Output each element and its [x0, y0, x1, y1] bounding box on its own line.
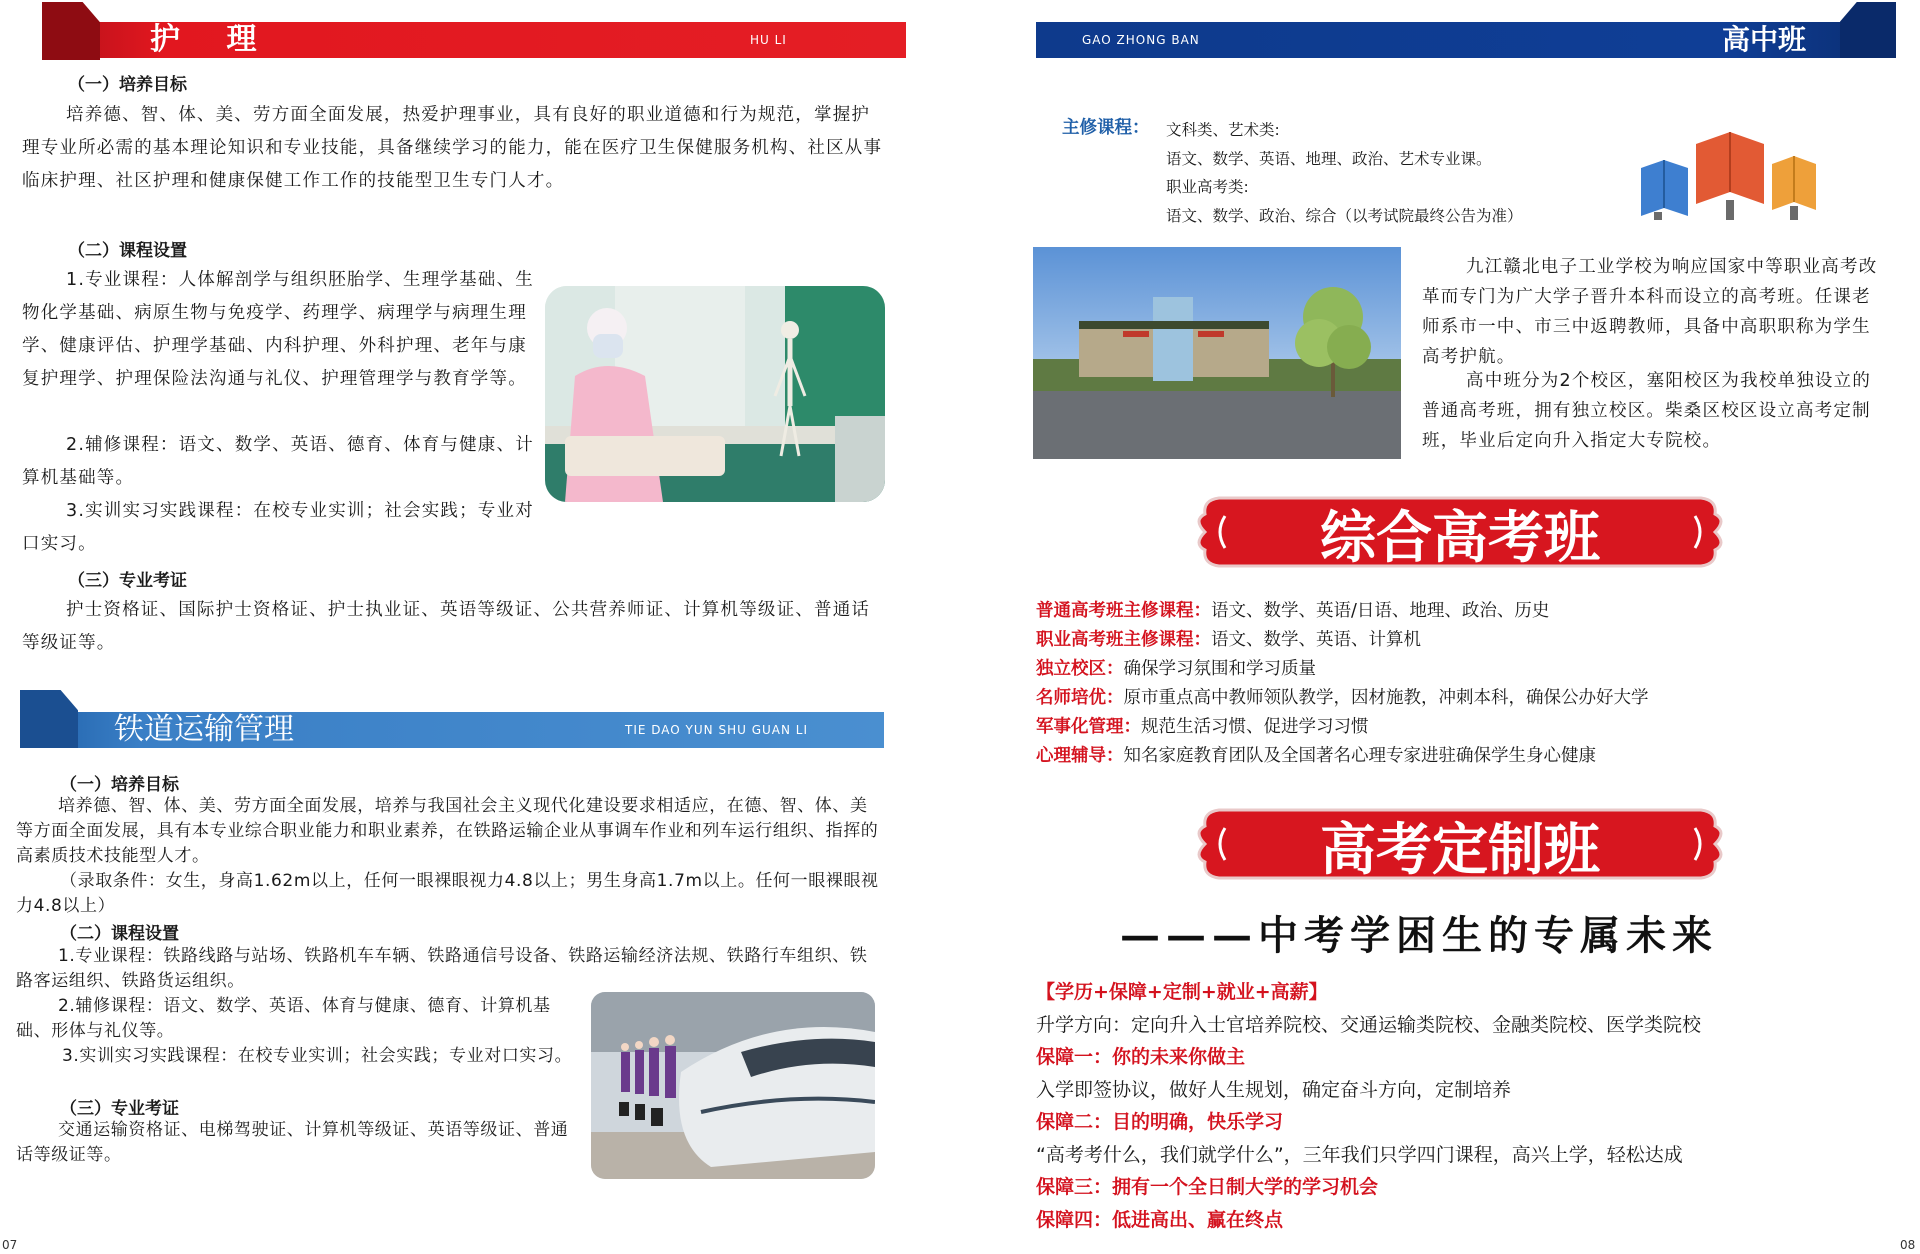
books-illustration-icon — [1636, 124, 1840, 220]
school-campus-photo — [1033, 247, 1401, 459]
courses-line4: 语文、数学、政治、综合（以考试院最终公告为准） — [1166, 206, 1523, 225]
feature-value: 确保学习氛围和学习质量 — [1123, 659, 1316, 679]
feature-value: 语文、数学、英语/日语、地理、政治、历史 — [1211, 601, 1550, 621]
feature-item-independent-campus — [1036, 655, 1896, 684]
courses-line1: 文科类、艺术类: — [1166, 121, 1280, 139]
feature-item-famous-teachers — [1036, 684, 1896, 713]
railway-s2-heading: （二）课程设置 — [60, 924, 179, 944]
guarantee-2-text: “高考考什么，我们就学什么”，三年我们只学四门课程，高兴上学，轻松达成 — [1036, 1143, 1683, 1166]
tagline: 【学历+保障+定制+就业+高薪】 — [1036, 981, 1328, 1003]
banner-custom-gaokao-title: 高考定制班 — [1320, 817, 1600, 883]
railway-s2-item3: 3.实训实习实践课程：在校专业实训；社会实践；专业对口实习。 — [62, 1046, 573, 1066]
railway-s1-heading: （一）培养目标 — [60, 775, 179, 795]
nursing-pinyin: HU LI — [750, 33, 787, 47]
feature-key: 心理辅导： — [1036, 746, 1124, 766]
railway-s2-item1: 1.专业课程：铁路线路与站场、铁路机车车辆、铁路通信号设备、铁路运输经济法规、铁路行车组织、铁路客运组织、铁路货运组织。 — [16, 946, 868, 991]
custom-class-details — [1036, 976, 1896, 1236]
railway-pinyin: TIE DAO YUN SHU GUAN LI — [625, 723, 809, 737]
nursing-photo-illustration — [545, 286, 885, 502]
railway-s3-heading: （三）专业考证 — [60, 1099, 179, 1119]
nursing-s2-heading: （二）课程设置 — [68, 241, 187, 261]
guarantee-4-title: 保障四：低进高出、赢在终点 — [1036, 1208, 1284, 1231]
railway-s1-note: （录取条件：女生，身高1.62m以上，任何一眼裸眼视力4.8以上；男生身高1.7m以上。任何一眼裸眼视力4.8以上） — [16, 871, 879, 916]
feature-value: 语文、数学、英语、计算机 — [1211, 630, 1421, 650]
nursing-s2-item1: 1.专业课程：人体解剖学与组织胚胎学、生理学基础、生物化学基础、病原生物与免疫学、药理学、病理学与病理生理学、健康评估、护理学基础、内科护理、外科护理、老年与康复护理学、护理保险法沟通与礼仪、护理管理学与教育学等。 — [22, 270, 534, 389]
features-list — [1036, 597, 1896, 771]
courses-line3: 职业高考类: — [1166, 178, 1249, 196]
railway-s2-item2: 2.辅修课程：语文、数学、英语、体育与健康、德育、计算机基础、形体与礼仪等。 — [16, 996, 551, 1041]
feature-value: 规范生活习惯、促进学习习惯 — [1141, 717, 1369, 737]
feature-value: 知名家庭教育团队及全国著名心理专家进驻确保学生身心健康 — [1123, 746, 1596, 766]
guarantee-2-title: 保障二：目的明确，快乐学习 — [1036, 1111, 1284, 1133]
highschool-header-corner — [1840, 2, 1896, 58]
nursing-s2-item3: 3.实训实习实践课程：在校专业实训；社会实践；专业对口实习。 — [22, 501, 534, 554]
banner-comprehensive-gaokao-title: 综合高考班 — [1320, 505, 1600, 571]
right-page-number: 08 — [1900, 1238, 1916, 1252]
feature-key: 军事化管理： — [1036, 717, 1141, 737]
nursing-header-corner — [42, 2, 100, 60]
guarantee-3-title: 保障三：拥有一个全日制大学的学习机会 — [1036, 1176, 1379, 1198]
feature-key: 职业高考班主修课程： — [1036, 630, 1211, 650]
feature-key: 独立校区： — [1036, 659, 1124, 679]
intro-paragraph-2: 高中班分为2个校区，塞阳校区为我校单独设立的普通高考班，拥有独立校区。柴桑区校区设立高考定制班，毕业后定向升入指定大专院校。 — [1422, 371, 1872, 451]
railway-s1-text: 培养德、智、体、美、劳方面全面发展，培养与我国社会主义现代化建设要求相适应，在德、智、体、美等方面全面发展，具有本专业综合职业能力和职业素养，在铁路运输企业从事调车作业和列车运行组织、指挥的高素质技术技能型人才。 — [16, 796, 879, 866]
feature-item-vocational-courses — [1036, 626, 1896, 655]
banner-custom-gaokao — [1195, 802, 1725, 886]
banner-comprehensive-gaokao — [1195, 490, 1725, 574]
highschool-pinyin: GAO ZHONG BAN — [1082, 33, 1200, 47]
guarantee-1-text: 入学即签协议，做好人生规划，确定奋斗方向，定制培养 — [1036, 1078, 1512, 1101]
railway-header-corner — [20, 690, 78, 748]
direction: 升学方向：定向升入士官培养院校、交通运输类院校、金融类院校、医学类院校 — [1036, 1013, 1702, 1036]
nursing-s1-heading: （一）培养目标 — [68, 75, 187, 95]
left-page-number: 07 — [2, 1238, 18, 1252]
nursing-photo — [545, 286, 885, 502]
intro-paragraph-1: 九江赣北电子工业学校为响应国家中等职业高考改革而专门为广大学子晋升本科而设立的高考班。任课老师系市一中、市三中返聘教师，具备中高职职称为学生高考护航。 — [1422, 257, 1878, 367]
railway-s3-text: 交通运输资格证、电梯驾驶证、计算机等级证、英语等级证、普通话等级证等。 — [16, 1120, 569, 1165]
guarantee-1-title: 保障一：你的未来你做主 — [1036, 1046, 1246, 1068]
courses-line2: 语文、数学、英语、地理、政治、艺术专业课。 — [1166, 149, 1492, 168]
feature-value: 原市重点高中教师领队教学，因材施教，冲刺本科，确保公办好大学 — [1123, 688, 1649, 708]
nursing-s3-text: 护士资格证、国际护士资格证、护士执业证、英语等级证、公共营养师证、计算机等级证、普通话等级证等。 — [22, 600, 871, 653]
school-campus-illustration — [1033, 247, 1401, 459]
feature-item-military-management — [1036, 713, 1896, 742]
nursing-s2-item2: 2.辅修课程：语文、数学、英语、德育、体育与健康、计算机基础等。 — [22, 435, 534, 488]
nursing-s1-text: 培养德、智、体、美、劳方面全面发展，热爱护理事业，具有良好的职业道德和行为规范，掌握护理专业所必需的基本理论知识和专业技能，具备继续学习的能力，能在医疗卫生保健服务机构、社区从事临床护理、社区护理和健康保健工作工作的技能型卫生专门人才。 — [22, 105, 883, 191]
feature-item-regular-courses — [1036, 597, 1896, 626]
nursing-s3-heading: （三）专业考证 — [68, 571, 187, 591]
feature-key: 名师培优： — [1036, 688, 1124, 708]
courses-list — [1166, 116, 1523, 230]
railway-photo-illustration — [591, 992, 875, 1179]
feature-item-counseling — [1036, 742, 1896, 771]
nursing-title: 护 理 — [150, 22, 275, 57]
railway-photo — [591, 992, 875, 1179]
highschool-title: 高中班 — [1722, 23, 1807, 56]
railway-title: 铁道运输管理 — [114, 712, 294, 747]
feature-key: 普通高考班主修课程： — [1036, 601, 1211, 621]
courses-label: 主修课程： — [1062, 118, 1150, 138]
slogan: ———中考学困生的专属未来 — [1120, 912, 1718, 959]
